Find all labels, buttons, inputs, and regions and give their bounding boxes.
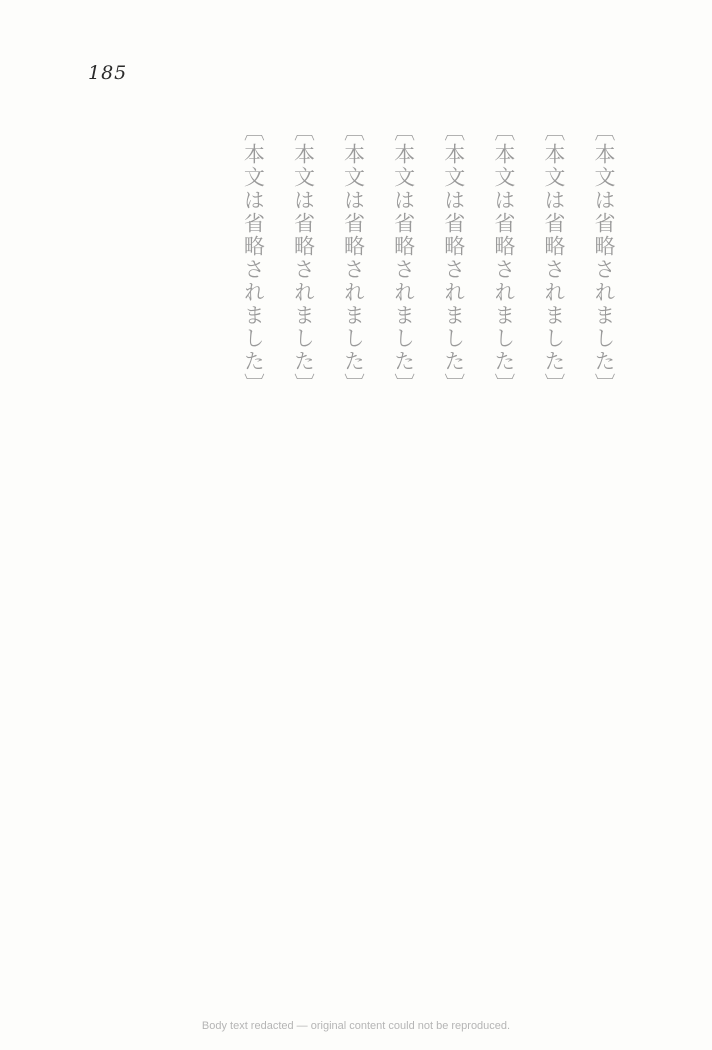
page-number: 185 xyxy=(88,62,128,84)
paragraph: 〔本文は省略されました〕 xyxy=(241,120,266,396)
paragraph: 〔本文は省略されました〕 xyxy=(491,120,516,396)
paragraph: 〔本文は省略されました〕 xyxy=(391,120,416,396)
vertical-text-block xyxy=(80,120,632,990)
redaction-note: Body text redacted — original content could not be reproduced. xyxy=(201,1020,511,1032)
paragraph: 〔本文は省略されました〕 xyxy=(291,120,316,396)
paragraph: 〔本文は省略されました〕 xyxy=(592,120,616,396)
paragraph: 〔本文は省略されました〕 xyxy=(541,120,566,396)
paragraph: 〔本文は省略されました〕 xyxy=(341,120,366,396)
paragraph: 〔本文は省略されました〕 xyxy=(441,120,466,396)
